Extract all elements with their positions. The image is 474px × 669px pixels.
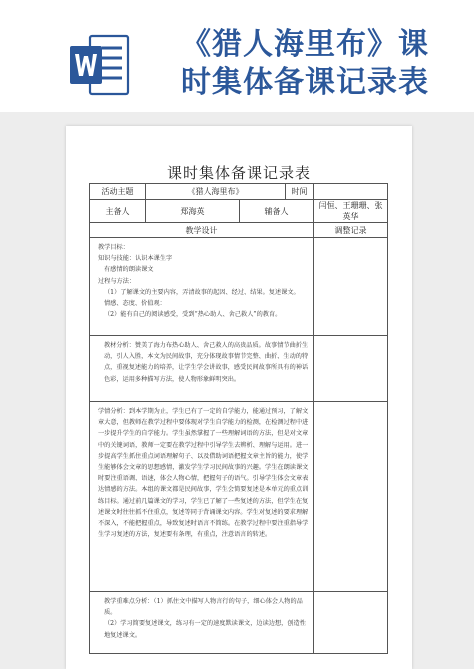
table-row	[90, 223, 388, 238]
goals-line: （2）能有自己的阅读感受，受到“热心助人、舍己救人”的教育。	[104, 311, 282, 319]
goals-line: （1）了解课文的主要内容，弄清故事的起因、经过、结果。复述课文。	[104, 288, 300, 296]
key-points-cell	[90, 592, 314, 654]
adjustment-cell	[314, 336, 388, 402]
lead-value: 郑海英	[146, 200, 240, 223]
table-row	[90, 184, 388, 200]
adjustment-cell	[314, 592, 388, 654]
table-row	[90, 402, 388, 592]
table-row	[90, 592, 388, 654]
design-header: 教学设计	[90, 223, 314, 238]
table-row	[90, 238, 388, 336]
lesson-record-table	[89, 183, 388, 654]
word-document-icon	[68, 34, 132, 96]
goals-cell	[90, 238, 314, 336]
key-line: 教学重难点分析：（1）抓住文中描写人物言行的句子，细心体会人物的品质。	[104, 598, 303, 617]
key-line: （2）学习简要复述课文，练习有一定的速度默读课文，边读边想，创造性地复述课文。	[104, 620, 306, 639]
lead-label: 主备人	[90, 200, 146, 223]
goals-line: 情感、态度、价值观：	[104, 300, 166, 308]
table-row	[90, 200, 388, 223]
analysis-cell	[90, 336, 314, 402]
adjustment-cell	[314, 238, 388, 336]
goals-line: 过程与方法：	[98, 277, 136, 285]
assist-value: 闫恒、王珊珊、张英华	[314, 200, 388, 223]
banner-title	[150, 26, 460, 102]
banner-title-line2: 时集体备课记录表	[181, 65, 429, 100]
analysis-text: 教材分析：赞美了海力布热心助人、舍己救人的高贵品质。故事情节曲折生动，引人入胜，本文为民间故事，充分体现故事情节完整、曲折、生动的特点，重视复述能力的培养，让学生学会讲故事，感受民间故事所具有的神话色彩，运用多种描写方法，使人物形象鲜明突出。	[104, 342, 309, 383]
goals-line: 知识与技能：认识本课生字	[98, 255, 173, 263]
adjustment-cell	[314, 402, 388, 592]
time-label: 时间	[286, 184, 314, 200]
activity-value: 《猎人海里布》	[146, 184, 286, 200]
banner	[0, 0, 474, 112]
record-header: 调整记录	[314, 223, 388, 238]
document-page	[66, 126, 412, 669]
table-row	[90, 336, 388, 402]
document-title: 课时集体备课记录表	[166, 164, 311, 182]
learning-text: 学情分析：到本学期为止，学生已有了一定的自学能力，能通过预习，了解文章大意，但教师在教学过程中要体现对学生自学能力的检测，在检测过程中进一步提升学生的自学能力。学生虽然掌握了一些理解词语的方法，但是对文章中的关键词语，教师一定要在教学过程中引导学生去辨析、理解与运用。进一步提高学生抓住重点词语理解句子、以及借助词语把握文章主旨的能力，使学生能够体会文章的思想感情，激发学生学习民间故事的兴趣。学生在朗读课文时要注重语调、语速，体会人物心情，把握句子的语气。引导学生体会文章表达情感的方法。本组的课文都是民间故事，学生会简要复述是本单元的重点训练目标。通过前几篇课文的学习，学生已了解了一些复述的方法，但学生在复述课文时往往抓不住重点，复述等同于背诵课文内容。学生对复述的要求理解不深入，不能把握重点，导致复述时语言不简练。在教学过程中要注重指导学生学习复述的方法，复述要有条理，有重点，注意语言的转述。	[98, 408, 309, 539]
learning-cell	[90, 402, 314, 592]
goals-line: 教学目标：	[98, 244, 129, 251]
goals-line: 有感情的朗读课文	[104, 266, 154, 274]
time-value	[314, 184, 388, 200]
banner-title-line1: 《猎人海里布》课	[181, 27, 429, 62]
assist-label: 辅备人	[240, 200, 314, 223]
activity-label: 活动主题	[90, 184, 146, 200]
